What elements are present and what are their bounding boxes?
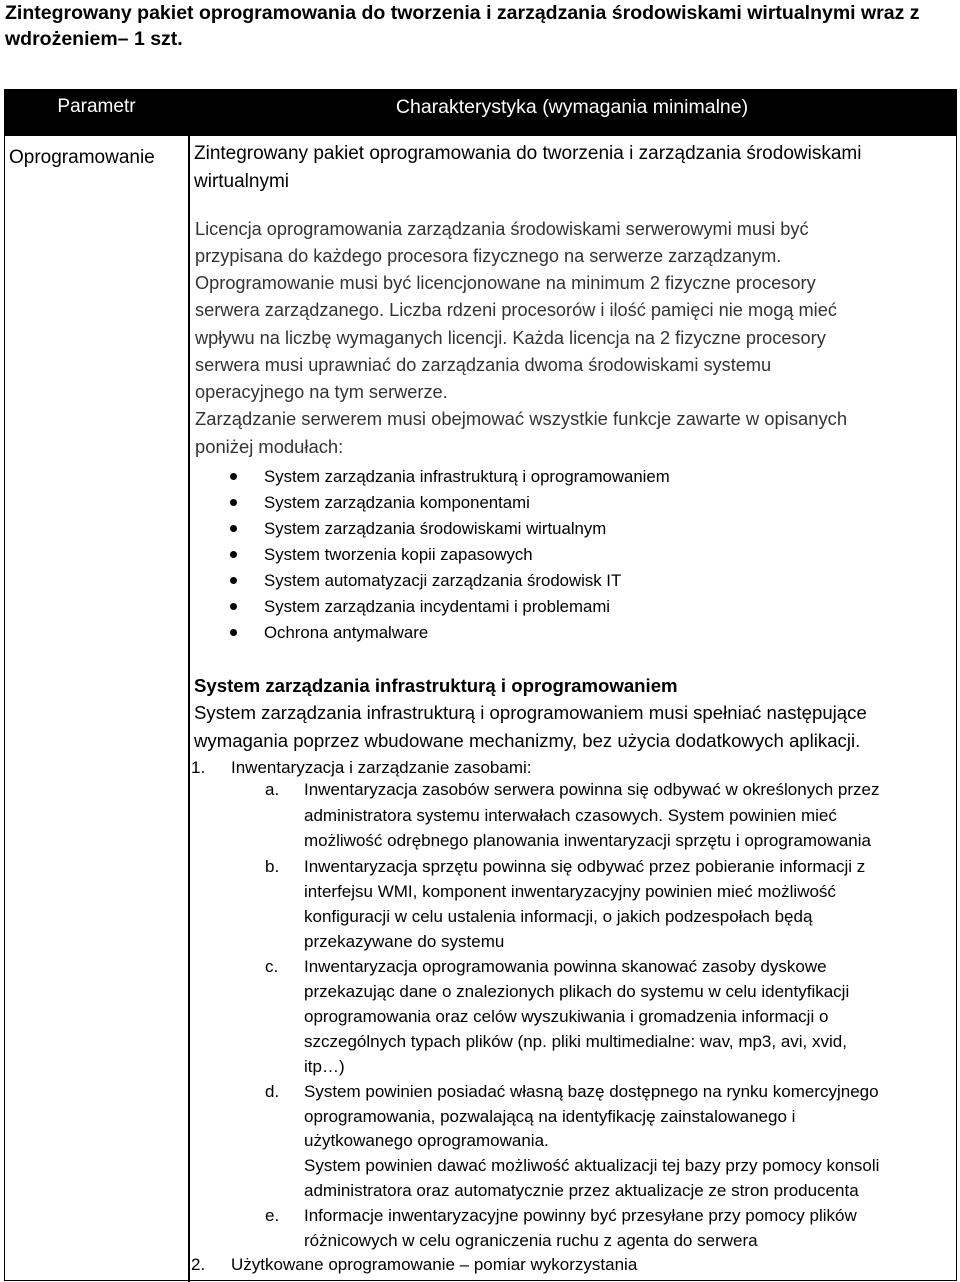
subitem-line: szczególnych typach plików (np. pliki multimedialne: wav, mp3, avi, xvid, — [304, 1032, 847, 1051]
document-title — [5, 0, 950, 52]
subitem-line: Informacje inwentaryzacyjne powinny być przesyłane przy pomocy plików — [304, 1206, 857, 1225]
software-heading-line-2: wirtualnymi — [194, 171, 290, 192]
subitem-line: możliwość odrębnego planowania inwentaryzacji sprzętu i oprogramowania — [304, 831, 871, 850]
subitem-letter: c. — [265, 957, 279, 976]
subitem-line: System powinien posiadać własną bazę dostępnego na rynku komercyjnego — [304, 1082, 879, 1101]
module-item: Ochrona antymalware — [264, 623, 429, 642]
column-divider — [188, 136, 190, 1282]
subitem-line: konfiguracji w celu ustalenia informacji, o jakich podzespołach będą — [304, 907, 813, 926]
section-intro-line: wymagania poprzez wbudowane mechanizmy, bez użycia dodatkowych aplikacji. — [194, 730, 861, 751]
module-item: System zarządzania infrastrukturą i oprogramowaniem — [264, 467, 670, 486]
subitem-line: System powinien dawać możliwość aktualizacji tej bazy przy pomocy konsoli — [304, 1156, 880, 1175]
bullet-icon — [230, 629, 237, 636]
table-header — [5, 90, 956, 136]
license-line: Oprogramowanie musi być licencjonowane na minimum 2 fizyczne procesory — [195, 273, 816, 293]
subitem-line: oprogramowania, pozwalającą na identyfikację zainstalowanego i — [304, 1107, 796, 1126]
subitem-letter: d. — [265, 1082, 280, 1101]
row-label-oprogramowanie: Oprogramowanie — [9, 147, 155, 168]
bullet-icon — [230, 551, 237, 558]
subitem-letter: b. — [265, 857, 280, 876]
license-line: przypisana do każdego procesora fizycznego na serwerze zarządzanym. — [195, 246, 782, 266]
subitem-line: administratora systemu interwałach czasowych. System powinien mieć — [304, 806, 837, 825]
title-line-1: Zintegrowany pakiet oprogramowania do tworzenia i zarządzania środowiskami wirtualnymi wraz z — [5, 2, 920, 24]
license-line: serwera musi uprawniać do zarządzania dwoma środowiskami systemu — [195, 355, 772, 375]
section-intro-line: System zarządzania infrastrukturą i oprogramowaniem musi spełniać następujące — [194, 702, 867, 723]
module-item: System zarządzania incydentami i problemami — [264, 597, 611, 616]
header-parametr: Parametr — [57, 96, 136, 117]
software-heading-line-1: Zintegrowany pakiet oprogramowania do tworzenia i zarządzania środowiskami — [194, 143, 862, 164]
subitem-line: Inwentaryzacja oprogramowania powinna skanować zasoby dyskowe — [304, 957, 827, 976]
subitem-line: różnicowych w celu ograniczenia ruchu z agenta do serwera — [304, 1231, 758, 1250]
item-text: Użytkowane oprogramowanie – pomiar wykorzystania — [231, 1255, 638, 1274]
bullet-icon — [230, 603, 237, 610]
bullet-icon — [230, 577, 237, 584]
subitem-line: administratora oraz automatycznie przez aktualizacje ze stron producenta — [304, 1181, 859, 1200]
subitem-line: itp…) — [304, 1057, 345, 1076]
subitem-line: Inwentaryzacja zasobów serwera powinna się odbywać w określonych przez — [304, 780, 880, 799]
bullet-icon — [230, 499, 237, 506]
bullet-icon — [230, 473, 237, 480]
item-number: 2. — [191, 1255, 206, 1274]
subitem-line: interfejsu WMI, komponent inwentaryzacyjny powinien mieć możliwość — [304, 882, 836, 901]
license-line: Licencja oprogramowania zarządzania środowiskami serwerowymi musi być — [195, 219, 809, 239]
subitem-letter: a. — [265, 780, 280, 799]
license-line: serwera zarządzanego. Liczba rdzeni procesorów i ilość pamięci nie mogą mieć — [195, 300, 837, 320]
item-text: Inwentaryzacja i zarządzanie zasobami: — [231, 758, 532, 777]
subitem-line: oprogramowania oraz celów wyszukiwania i gromadzenia informacji o — [304, 1007, 829, 1026]
module-item: System zarządzania środowiskami wirtualnym — [264, 519, 607, 538]
item-number: 1. — [191, 758, 206, 777]
subitem-line: użytkowanego oprogramowania. — [304, 1131, 549, 1150]
subitem-line: przekazywane do systemu — [304, 932, 505, 951]
module-item: System automatyzacji zarządzania środowisk IT — [264, 571, 622, 590]
section-title: System zarządzania infrastrukturą i oprogramowaniem — [194, 675, 678, 696]
subitem-letter: e. — [265, 1206, 280, 1225]
license-line: wpływu na liczbę wymaganych licencji. Każda licencja na 2 fizyczne procesory — [195, 328, 826, 348]
module-item: System tworzenia kopii zapasowych — [264, 545, 533, 564]
bullet-icon — [230, 525, 237, 532]
module-item: System zarządzania komponentami — [264, 493, 530, 512]
subitem-line: przekazując dane o znalezionych plikach do systemu w celu identyfikacji — [304, 982, 850, 1001]
subitem-line: Inwentaryzacja sprzętu powinna się odbywać przez pobieranie informacji z — [304, 857, 866, 876]
title-line-2: wdrożeniem– 1 szt. — [5, 28, 183, 50]
header-charakterystyka: Charakterystyka (wymagania minimalne) — [395, 96, 749, 118]
management-line: poniżej modułach: — [195, 436, 344, 457]
management-line: Zarządzanie serwerem musi obejmować wszystkie funkcje zawarte w opisanych — [195, 408, 848, 429]
license-line: operacyjnego na tym serwerze. — [195, 382, 448, 402]
